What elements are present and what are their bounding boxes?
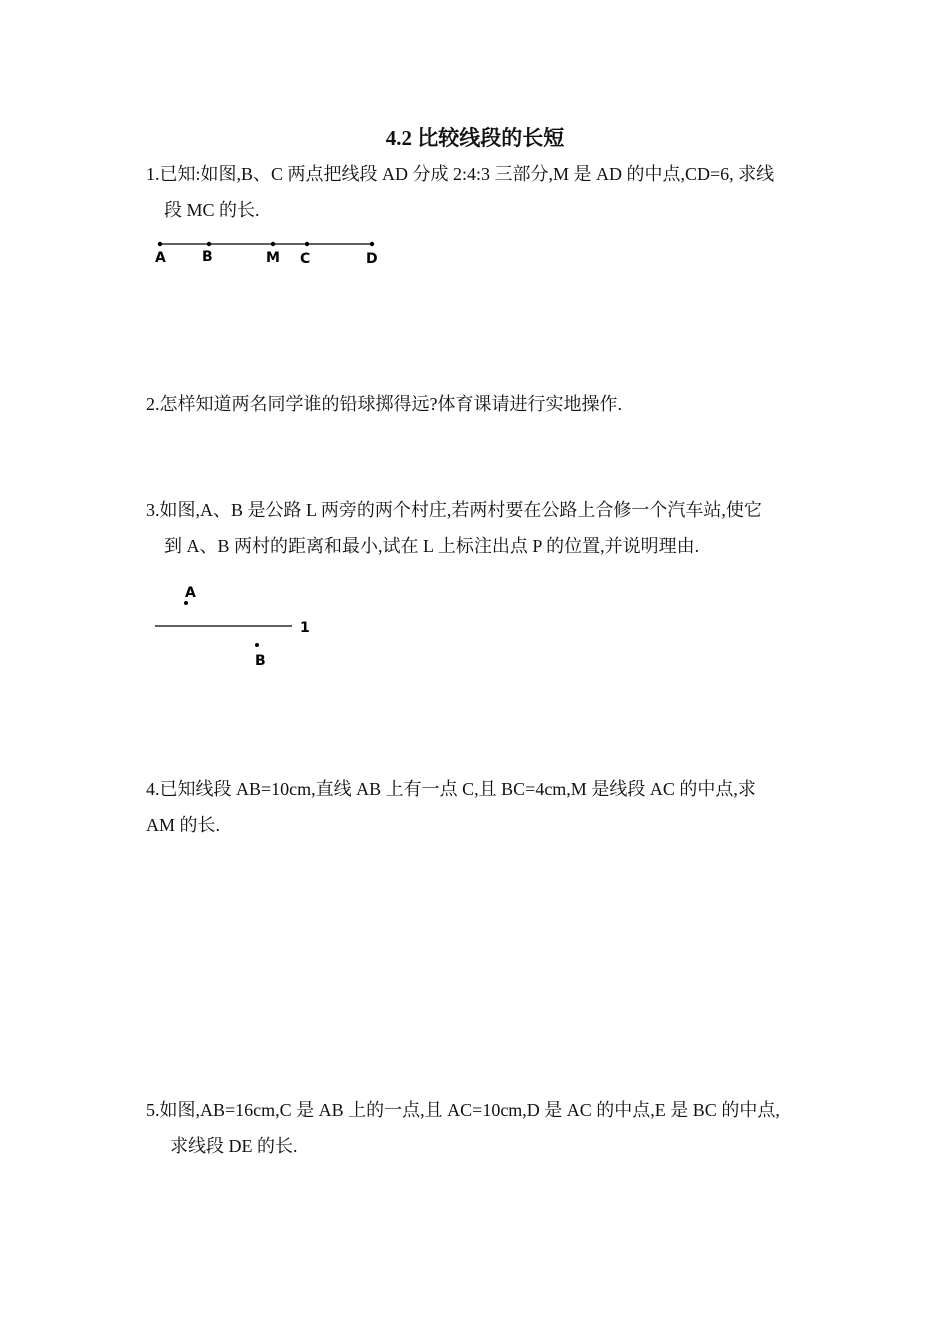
question-1-line-1: 1.已知:如图,B、C 两点把线段 AD 分成 2:4:3 三部分,M 是 AD 的中点,CD=6, 求线 xyxy=(146,164,775,184)
point-d-label: D xyxy=(366,251,378,267)
question-5-line-1: 5.如图,AB=16cm,C 是 AB 上的一点,且 AC=10cm,D 是 AC 的中点,E 是 BC 的中点, xyxy=(146,1100,780,1120)
point-m-dot xyxy=(271,242,275,246)
question-3 xyxy=(146,492,762,564)
question-1-line-2: 段 MC 的长. xyxy=(164,200,260,220)
village-a-label: A xyxy=(185,585,196,601)
point-b-label: B xyxy=(202,249,213,265)
question-4-line-2: AM 的长. xyxy=(146,815,221,835)
point-d-dot xyxy=(370,242,374,246)
point-c-dot xyxy=(305,242,309,246)
question-1-figure xyxy=(150,236,390,272)
point-b-dot xyxy=(207,242,211,246)
question-5-line-2: 求线段 DE 的长. xyxy=(170,1136,298,1156)
page-title: 4.2 比较线段的长短 xyxy=(385,126,565,150)
question-3-line-2: 到 A、B 两村的距离和最小,试在 L 上标注出点 P 的位置,并说明理由. xyxy=(164,536,700,556)
question-4-line-1: 4.已知线段 AB=10cm,直线 AB 上有一点 C,且 BC=4cm,M 是线段 AC 的中点,求 xyxy=(146,779,756,799)
road-label: 1 xyxy=(300,620,310,636)
question-3-line-1: 3.如图,A、B 是公路 L 两旁的两个村庄,若两村要在公路上合修一个汽车站,使它 xyxy=(146,500,762,520)
point-c-label: C xyxy=(300,251,311,267)
village-b-dot xyxy=(255,643,259,647)
question-2-line-1: 2.怎样知道两名同学谁的铅球掷得远?体育课请进行实地操作. xyxy=(146,394,622,414)
point-m-label: M xyxy=(266,250,280,266)
question-2 xyxy=(146,386,622,422)
village-b-label: B xyxy=(255,653,266,669)
question-1 xyxy=(146,156,774,228)
point-a-dot xyxy=(158,242,162,246)
question-3-figure xyxy=(150,580,330,670)
question-4 xyxy=(146,771,756,843)
village-a-dot xyxy=(184,601,188,605)
point-a-label: A xyxy=(155,250,166,266)
question-5 xyxy=(146,1092,780,1164)
